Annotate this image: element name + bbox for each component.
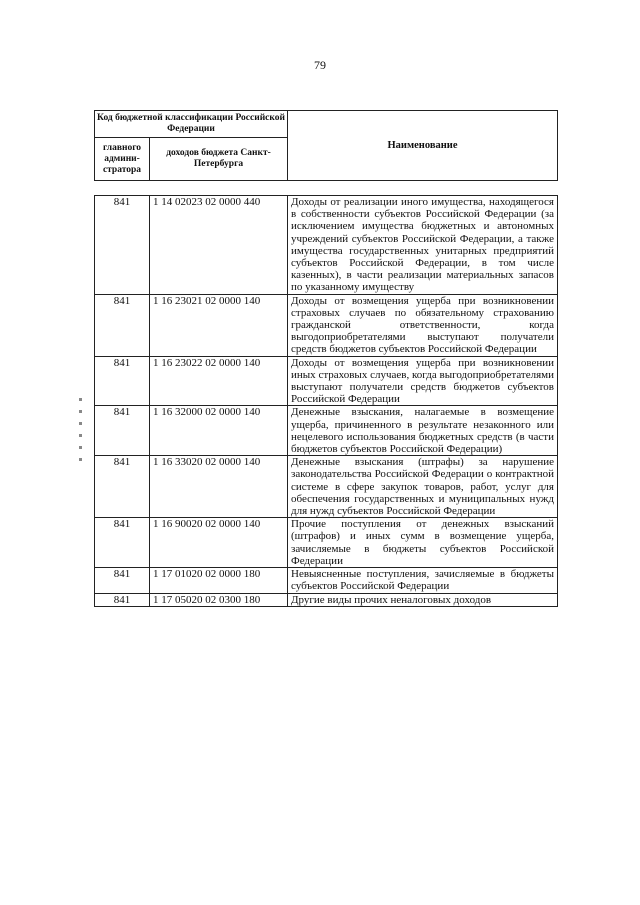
revenue-code-cell: 1 16 90020 02 0000 140 <box>150 518 288 568</box>
revenue-name-cell: Другие виды прочих неналоговых доходов <box>288 593 558 606</box>
revenue-code-cell: 1 17 01020 02 0000 180 <box>150 568 288 593</box>
scan-mark <box>79 446 82 449</box>
admin-code-cell: 841 <box>95 518 150 568</box>
revenue-name-cell: Денежные взыскания (штрафы) за нарушение законодательства Российской Федерации о контрактной системе в сфере закупок товаров, работ, услуг для обеспечения государственных и муниципальных нужд для нужд субъектов Российской Федерации <box>288 456 558 518</box>
table-header <box>94 110 558 181</box>
table-row <box>95 568 558 593</box>
scan-margin-marks <box>76 398 86 508</box>
revenue-code-cell: 1 17 05020 02 0300 180 <box>150 593 288 606</box>
revenue-code-cell: 1 16 23022 02 0000 140 <box>150 356 288 406</box>
revenue-code-cell: 1 14 02023 02 0000 440 <box>150 196 288 295</box>
scan-mark <box>79 458 82 461</box>
table-row <box>95 518 558 568</box>
revenue-name-cell: Доходы от возмещения ущерба при возникновении иных страховых случаев, когда выгодоприобретателями выступают получатели средств бюджетов субъектов Российской Федерации <box>288 356 558 406</box>
admin-code-cell: 841 <box>95 406 150 456</box>
header-code: доходов бюджета Санкт-Петербурга <box>150 138 288 181</box>
revenue-name-cell: Невыясненные поступления, зачисляемые в бюджеты субъектов Российской Федерации <box>288 568 558 593</box>
admin-code-cell: 841 <box>95 356 150 406</box>
admin-code-cell: 841 <box>95 568 150 593</box>
page-number: 79 <box>314 58 326 72</box>
revenue-name-cell: Денежные взыскания, налагаемые в возмещение ущерба, причиненного в результате незаконного или нецелевого использования бюджетных средств (в части бюджетов субъектов Российской Федерации) <box>288 406 558 456</box>
revenue-code-cell: 1 16 33020 02 0000 140 <box>150 456 288 518</box>
admin-code-cell: 841 <box>95 294 150 356</box>
revenue-name-cell: Прочие поступления от денежных взысканий (штрафов) и иных сумм в возмещение ущерба, зачисляемые в бюджеты субъектов Российской Федерации <box>288 518 558 568</box>
table-row <box>95 456 558 518</box>
table-row <box>95 593 558 606</box>
admin-code-cell: 841 <box>95 593 150 606</box>
revenue-name-cell: Доходы от реализации иного имущества, находящегося в собственности субъектов Российской Федерации (за исключением имущества бюджетных и автономных учреждений субъектов Российской Федерации, а также имущества государственных унитарных предприятий субъектов Российской Федерации, в том числе казенных), в части реализации материальных запасов по указанному имуществу <box>288 196 558 295</box>
revenue-name-cell: Доходы от возмещения ущерба при возникновении страховых случаев по обязательному страхованию гражданской ответственности, когда выгодоприобретателями выступают получатели средств бюджетов субъектов Российской Федерации <box>288 294 558 356</box>
scan-mark <box>79 434 82 437</box>
data-table <box>94 195 558 607</box>
admin-code-cell: 841 <box>95 196 150 295</box>
table-row <box>95 294 558 356</box>
revenue-code-cell: 1 16 32000 02 0000 140 <box>150 406 288 456</box>
table-row <box>95 196 558 295</box>
header-row-group <box>95 111 558 138</box>
table-row <box>95 356 558 406</box>
header-admin: главного админи-стратора <box>95 138 150 181</box>
revenue-code-cell: 1 16 23021 02 0000 140 <box>150 294 288 356</box>
header-budget-classification: Код бюджетной классификации Российской Федерации <box>95 111 288 138</box>
scan-mark <box>79 410 82 413</box>
header-name: Наименование <box>288 111 558 181</box>
scan-mark <box>79 398 82 401</box>
admin-code-cell: 841 <box>95 456 150 518</box>
table-row <box>95 406 558 456</box>
scan-mark <box>79 422 82 425</box>
